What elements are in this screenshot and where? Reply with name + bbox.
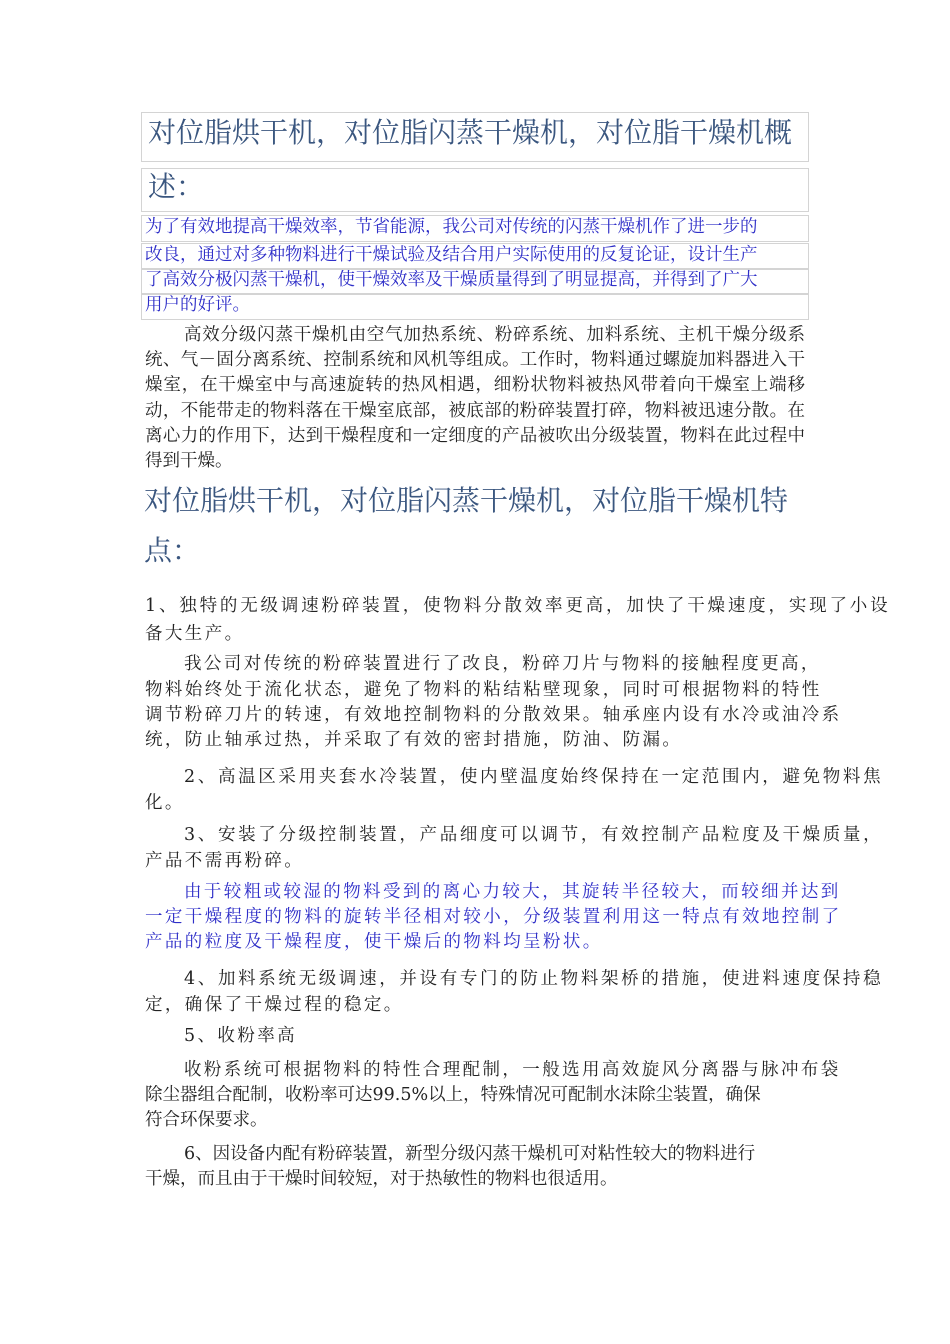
overview-paragraph: 高效分级闪蒸干燥机由空气加热系统、粉碎系统、加料系统、主机干燥分级系统、气－固分离系统、控制系统和风机等组成。工作时，物料通过螺旋加料器进入干燥室，在干燥室中与高速旋转的热风相遇，细粉状物料被热风带着向干燥室上端移动，不能带走的物料落在干燥室底部，被底部的粉碎装置打碎，物料被迅速分散。在离心力的作用下，达到干燥程度和一定细度的产品被吹出分级装置，物料在此过程中得到干燥。	[145, 325, 805, 472]
feature-1-detail-line: 调节粉碎刀片的转速，有效地控制物料的分散效果。轴承座内设有水冷或油冷系	[145, 705, 842, 725]
feature-5-detail-line: 除尘器组合配制，收粉率可达99.5%以上，特殊情况可配制水沫除尘装置，确保	[145, 1085, 761, 1105]
intro-line: 改良，通过对多种物料进行干燥试验及结合用户实际使用的反复论证，设计生产	[141, 243, 809, 270]
features-heading-line1: 对位脂烘干机，对位脂闪蒸干燥机，对位脂干燥机特	[144, 484, 789, 517]
features-heading-line2: 点：	[144, 534, 201, 567]
feature-5-detail-line: 收粉系统可根据物料的特性合理配制，一般选用高效旋风分离器与脉冲布袋	[184, 1060, 841, 1080]
intro-line: 了高效分极闪蒸干燥机，使干燥效率及干燥质量得到了明显提高，并得到了广大	[141, 268, 809, 295]
feature-2: 2、高温区采用夹套水冷装置，使内壁温度始终保持在一定范围内，避免物料焦化。	[145, 767, 883, 813]
feature-5-title: 5、收粉率高	[184, 1026, 298, 1046]
overview-heading-line2: 述：	[141, 168, 809, 212]
feature-3-detail-line: 产品的粒度及干燥程度，使干燥后的物料均呈粉状。	[145, 932, 603, 952]
feature-6-line: 干燥，而且由于干燥时间较短，对于热敏性的物料也很适用。	[145, 1169, 618, 1189]
overview-heading-line1: 对位脂烘干机，对位脂闪蒸干燥机，对位脂干燥机概	[141, 112, 809, 162]
intro-line: 用户的好评。	[141, 293, 809, 320]
feature-3: 3、安装了分级控制装置，产品细度可以调节，有效控制产品粒度及干燥质量，产品不需再粉碎。	[145, 825, 883, 871]
feature-5-detail-line: 符合环保要求。	[145, 1110, 268, 1130]
feature-3-detail-line: 一定干燥程度的物料的旋转半径相对较小，分级装置利用这一特点有效地控制了	[145, 907, 842, 927]
feature-4: 4、加料系统无级调速，并设有专门的防止物料架桥的措施，使进料速度保持稳定，确保了干燥过程的稳定。	[145, 969, 883, 1015]
feature-1-title: 1、独特的无级调速粉碎装置，使物料分散效率更高，加快了干燥速度，实现了小设备大生产。	[145, 596, 890, 644]
intro-line: 为了有效地提高干燥效率，节省能源，我公司对传统的闪蒸干燥机作了进一步的	[141, 215, 809, 242]
feature-1-detail-line: 统，防止轴承过热，并采取了有效的密封措施，防油、防漏。	[145, 730, 683, 750]
feature-1-detail-line: 物料始终处于流化状态，避免了物料的粘结粘壁现象，同时可根据物料的特性	[145, 680, 822, 700]
feature-1-detail-line: 我公司对传统的粉碎装置进行了改良，粉碎刀片与物料的接触程度更高，	[184, 654, 821, 674]
feature-6-line: 6、因设备内配有粉碎装置，新型分级闪蒸干燥机可对粘性较大的物料进行	[184, 1144, 756, 1164]
feature-3-detail-line: 由于较粗或较湿的物料受到的离心力较大，其旋转半径较大，而较细并达到	[184, 882, 841, 902]
